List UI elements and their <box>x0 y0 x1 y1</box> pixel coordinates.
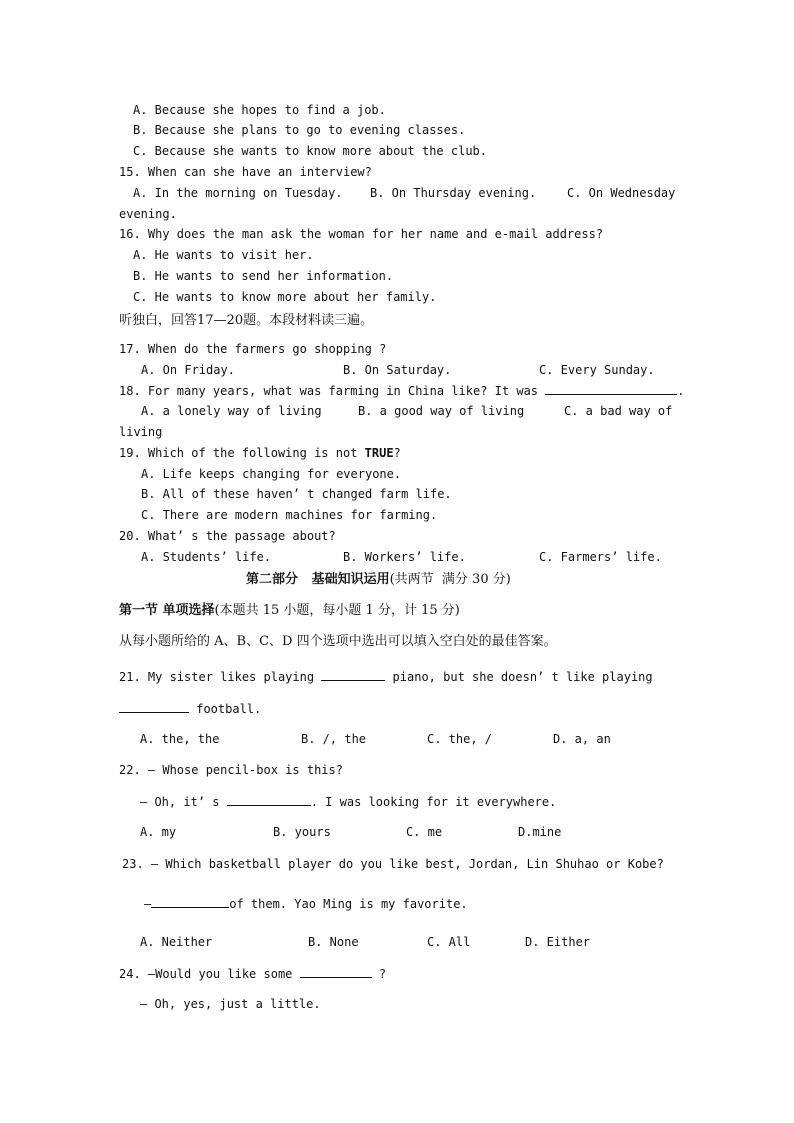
q14-option-a: A. Because she hopes to find a job. <box>133 103 386 117</box>
q19-option-a: A. Life keeps changing for everyone. <box>141 467 402 481</box>
q21-option-a: A. the, the <box>140 732 220 746</box>
q19-stem-emphasis: TRUE <box>364 446 394 460</box>
q20-option-a: A. Students’ life. <box>141 550 272 564</box>
q19-option-c: C. There are modern machines for farming. <box>141 508 438 522</box>
q18-stem-end: . <box>677 384 685 398</box>
q18-option-c: C. a bad way of <box>564 404 673 418</box>
q22-line1-text: — Whose pencil-box is this? <box>147 763 343 777</box>
q15-option-a: A. In the morning on Tuesday. <box>133 186 343 200</box>
q23-line2 <box>144 895 468 912</box>
section1-title: 第一节 单项选择 <box>119 603 215 618</box>
q17-option-b: B. On Saturday. <box>343 363 452 377</box>
q17-stem: 17. When do the farmers go shopping ? <box>119 342 387 356</box>
q24-line1-a: 24. —Would you like some <box>119 967 293 981</box>
q15-option-c: C. On Wednesday <box>567 186 676 200</box>
q21-option-c: C. the, / <box>427 732 493 746</box>
q22-line2-b: . I was looking for it everywhere. <box>310 795 557 809</box>
q16-option-b: B. He wants to send her information. <box>133 269 394 283</box>
q23-line2-a: — <box>144 897 152 911</box>
q18-stem <box>119 382 685 399</box>
part2-title: 第二部分 基础知识运用 <box>246 572 390 587</box>
q22-option-a: A. my <box>140 825 177 839</box>
part2-heading <box>246 572 511 588</box>
q22-option-b: B. yours <box>273 825 331 839</box>
q14-option-c: C. Because she wants to know more about the club. <box>133 144 488 158</box>
q22-line1: 22. — Whose pencil-box is this? <box>119 763 343 777</box>
q23-option-b: B. None <box>308 935 359 949</box>
q20-stem: 20. What’ s the passage about? <box>119 529 336 543</box>
q23-blank <box>151 895 229 908</box>
q24-blank <box>300 965 372 978</box>
q15-option-b: B. On Thursday evening. <box>370 186 537 200</box>
q19-stem-end: ? <box>393 446 401 460</box>
q22-option-c: C. me <box>406 825 443 839</box>
q21-stem <box>119 668 653 685</box>
q22-blank <box>227 793 311 806</box>
q23-line1: 23. — Which basketball player do you like best, Jordan, Lin Shuhao or Kobe? <box>122 857 664 871</box>
monologue-instruction: 听独白，回答17—20题。本段材料读三遍。 <box>119 313 374 328</box>
q14-option-b: B. Because she plans to go to evening classes. <box>133 123 466 137</box>
q15-option-c-continued: evening. <box>119 207 177 221</box>
q21-option-b: B. /, the <box>301 732 367 746</box>
q16-option-a: A. He wants to visit her. <box>133 248 314 262</box>
q16-option-c: C. He wants to know more about her family. <box>133 290 437 304</box>
q19-stem-text: 19. Which of the following is not <box>119 446 365 460</box>
q21-stem-a: 21. My sister likes playing <box>119 670 315 684</box>
q19-stem <box>119 445 401 461</box>
q22-option-d: D.mine <box>518 825 562 839</box>
q18-option-b: B. a good way of living <box>358 404 525 418</box>
q23-option-c: C. All <box>427 935 471 949</box>
q18-blank <box>545 382 677 395</box>
q20-option-b: B. Workers’ life. <box>343 550 466 564</box>
q18-option-c-continued: living <box>119 425 163 439</box>
q21-stem-continued <box>119 700 261 717</box>
q22-line2 <box>140 793 556 810</box>
q19-option-b: B. All of these haven’ t changed farm life. <box>141 487 452 501</box>
section1-instruction: 从每小题所给的 A、B、C、D 四个选项中选出可以填入空白处的最佳答案。 <box>119 634 557 649</box>
q17-option-a: A. On Friday. <box>141 363 235 377</box>
q20-option-c: C. Farmers’ life. <box>539 550 662 564</box>
section1-heading <box>119 603 460 619</box>
q24-line1 <box>119 965 386 982</box>
q18-option-a: A. a lonely way of living <box>141 404 322 418</box>
q17-option-c: C. Every Sunday. <box>539 363 655 377</box>
q21-blank-2 <box>119 700 189 713</box>
q21-blank-1 <box>321 668 385 681</box>
section1-note: (本题共 15 小题，每小题 1 分，计 15 分) <box>214 603 460 618</box>
q24-line1-b: ? <box>378 967 387 981</box>
q23-line2-b: of them. Yao Ming is my favorite. <box>229 897 468 911</box>
q22-line2-a: — Oh, it’ s <box>140 795 220 809</box>
q21-stem-c: football. <box>196 702 262 716</box>
part2-note: (共两节 满分 30 分) <box>389 572 511 587</box>
q21-option-d: D. a, an <box>553 732 611 746</box>
q16-stem: 16. Why does the man ask the woman for her name and e-mail address? <box>119 227 604 241</box>
q24-line2: — Oh, yes, just a little. <box>140 997 321 1011</box>
q21-stem-b: piano, but she doesn’ t like playing <box>392 670 653 684</box>
q18-stem-text: 18. For many years, what was farming in China like? It was <box>119 384 539 398</box>
q15-stem: 15. When can she have an interview? <box>119 165 372 179</box>
q23-option-d: D. Either <box>525 935 591 949</box>
q23-option-a: A. Neither <box>140 935 213 949</box>
